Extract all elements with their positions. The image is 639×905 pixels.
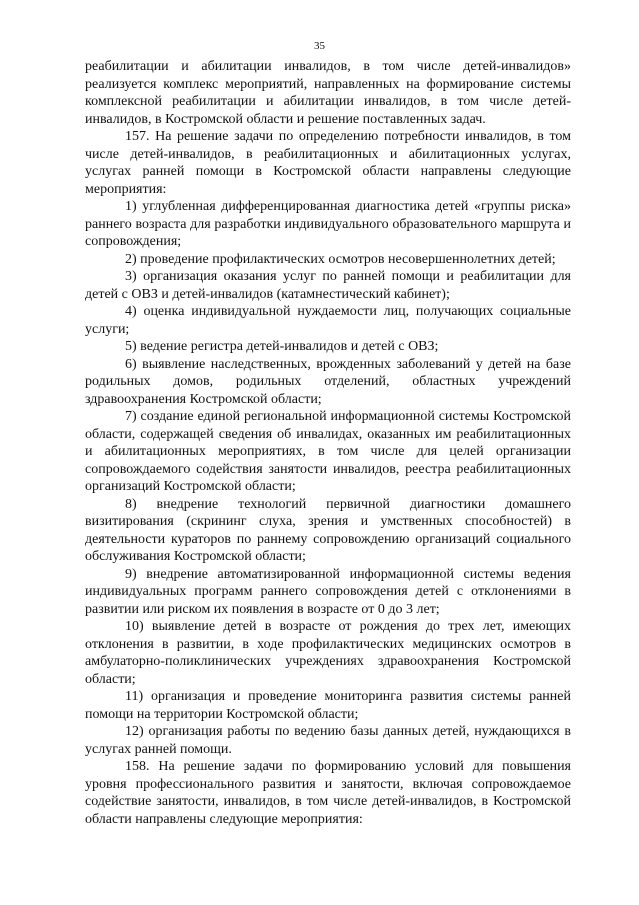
paragraph: 8) внедрение технологий первичной диагностики домашнего визитирования (скрининг слуха, зрения и умственных способностей) в деятельности кураторов по раннему сопровождению организаций социального обслуживания Костромской области; bbox=[85, 496, 571, 564]
paragraph: 11) организация и проведение мониторинга развития системы ранней помощи на территории Костромской области; bbox=[85, 689, 571, 722]
paragraph: 9) внедрение автоматизированной информационной системы ведения индивидуальных программ раннего сопровождения детей с отклонениями в развитии или риском их появления в возрасте от 0 до 3 лет; bbox=[85, 566, 571, 617]
paragraph: 2) проведение профилактических осмотров несовершеннолетних детей; bbox=[125, 251, 556, 267]
paragraph: 157. На решение задачи по определению потребности инвалидов, в том числе детей-инвалидов, в реабилитационных и абилитационных услугах, услугах ранней помощи в Костромской области направлены следующие мероприятия: bbox=[85, 129, 571, 197]
paragraph: 10) выявление детей в возрасте от рождения до трех лет, имеющих отклонения в развитии, в ходе профилактических медицинских осмотров в амбулаторно-поликлинических учреждениях здравоохранения Костромской области; bbox=[85, 619, 571, 687]
paragraph: реабилитации и абилитации инвалидов, в том числе детей-инвалидов» реализуется комплекс мероприятий, направленных на формирование системы комплексной реабилитации и абилитации инвалидов, в том числе детей-инвалидов, в Костромской области и решение поставленных задач. bbox=[85, 59, 571, 127]
paragraph: 6) выявление наследственных, врожденных заболеваний у детей на базе родильных домов, родильных отделений, областных учреждений здравоохранения Костромской области; bbox=[85, 356, 571, 407]
paragraph: 5) ведение регистра детей-инвалидов и детей с ОВЗ; bbox=[125, 339, 439, 354]
paragraph: 4) оценка индивидуальной нуждаемости лиц, получающих социальные услуги; bbox=[85, 304, 571, 337]
paragraph: 12) организация работы по ведению базы данных детей, нуждающихся в услугах ранней помощи. bbox=[85, 724, 571, 757]
page-number: 35 bbox=[314, 40, 325, 52]
paragraph: 158. На решение задачи по формированию условий для повышения уровня профессионального развития и занятости, включая сопровождаемое содействие занятости, инвалидов, в том числе детей-инвалидов, в Костромской области направлены следующие мероприятия: bbox=[85, 759, 571, 827]
paragraph: 3) организация оказания услуг по ранней помощи и реабилитации для детей с ОВЗ и детей-инвалидов (катамнестический кабинет); bbox=[85, 269, 571, 302]
paragraph: 7) создание единой региональной информационной системы Костромской области, содержащей сведения об инвалидах, оказанных им реабилитационных и абилитационных мероприятиях, в том числе для целей организации сопровождаемого содействия занятости инвалидов, реестра реабилитационных организаций Костромской области; bbox=[85, 409, 571, 494]
document-body bbox=[85, 58, 571, 828]
paragraph: 1) углубленная дифференцированная диагностика детей «группы риска» раннего возраста для разработки индивидуального образовательного маршрута и сопровождения; bbox=[85, 199, 571, 249]
